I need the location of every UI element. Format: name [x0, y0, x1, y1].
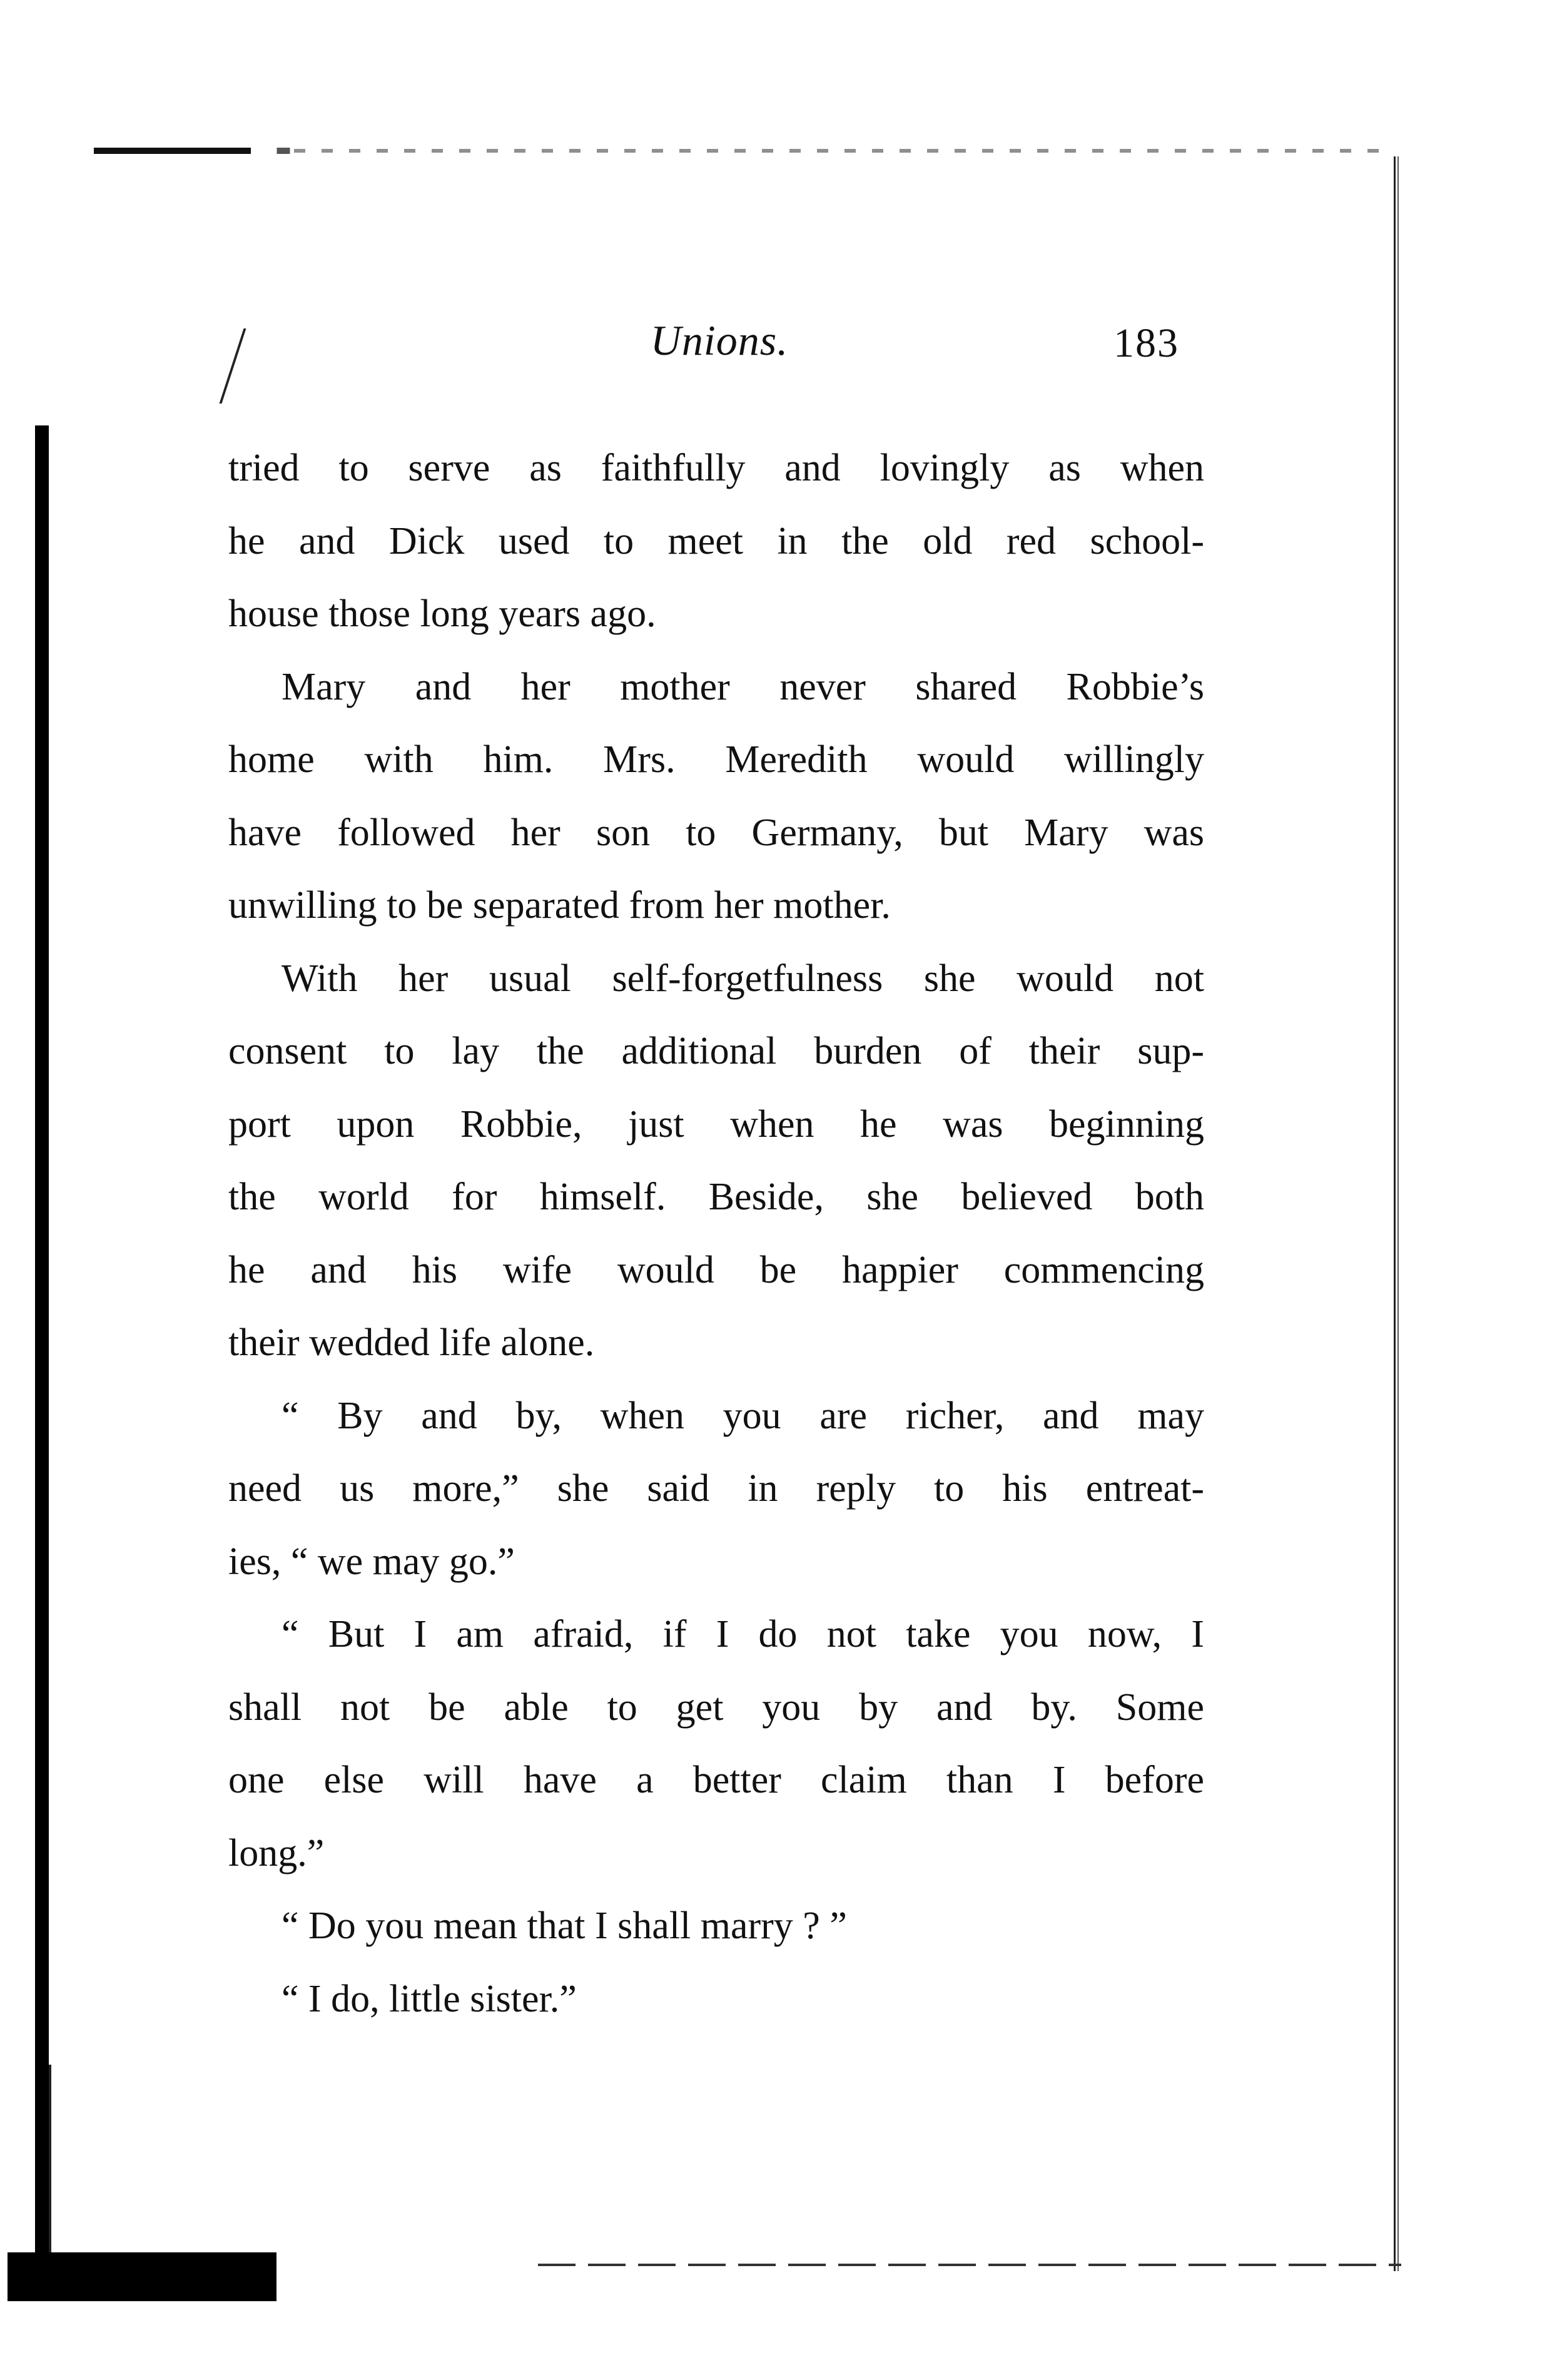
text-line: Mary and her mother never shared Robbie’s	[281, 665, 1204, 708]
text-line: unwilling to be separated from her mother.	[228, 884, 891, 927]
text-line: he and his wife would be happier commencing	[228, 1248, 1204, 1291]
text-line: he and Dick used to meet in the old red school-	[228, 519, 1204, 562]
scan-bottom-block	[8, 2252, 276, 2301]
text-line: tried to serve as faithfully and lovingly as when	[228, 447, 1204, 489]
text-line: consent to lay the additional burden of their sup-	[228, 1030, 1204, 1072]
scan-left-edge-bar	[35, 425, 49, 2271]
text-line: port upon Robbie, just when he was beginning	[228, 1102, 1204, 1146]
page-number: 183	[1113, 320, 1179, 366]
scan-bottom-rule	[538, 2264, 1401, 2266]
text-line: one else will have a better claim than I before	[228, 1759, 1204, 1801]
text-line: need us more,” she said in reply to his entreat-	[228, 1467, 1204, 1510]
text-line: ies, “ we may go.”	[228, 1540, 515, 1583]
chapter-title: Unions.	[650, 317, 789, 364]
pencil-mark	[220, 328, 284, 404]
text-line: the world for himself. Beside, she believed both	[228, 1176, 1204, 1218]
text-line: long.”	[228, 1831, 325, 1874]
text-line: have followed her son to Germany, but Mary was	[228, 811, 1204, 854]
text-line: “ But I am afraid, if I do not take you now, I	[281, 1613, 1204, 1655]
scan-top-specks	[294, 149, 1395, 153]
text-line: “ Do you mean that I shall marry ? ”	[281, 1905, 847, 1947]
text-line: home with him. Mrs. Meredith would willingly	[228, 738, 1204, 781]
text-line: their wedded life alone.	[228, 1321, 595, 1364]
scan-left-edge-thin	[49, 2065, 51, 2252]
text-line: house those long years ago.	[228, 592, 656, 635]
page-text	[228, 432, 1204, 2035]
text-line: “ I do, little sister.”	[281, 1977, 577, 2020]
text-line: “ By and by, when you are richer, and may	[281, 1394, 1204, 1437]
text-line: With her usual self-forgetfulness she would not	[281, 957, 1204, 1000]
scan-right-edge	[1394, 156, 1401, 2271]
running-head	[0, 316, 1562, 366]
text-line: shall not be able to get you by and by. Some	[228, 1686, 1204, 1729]
